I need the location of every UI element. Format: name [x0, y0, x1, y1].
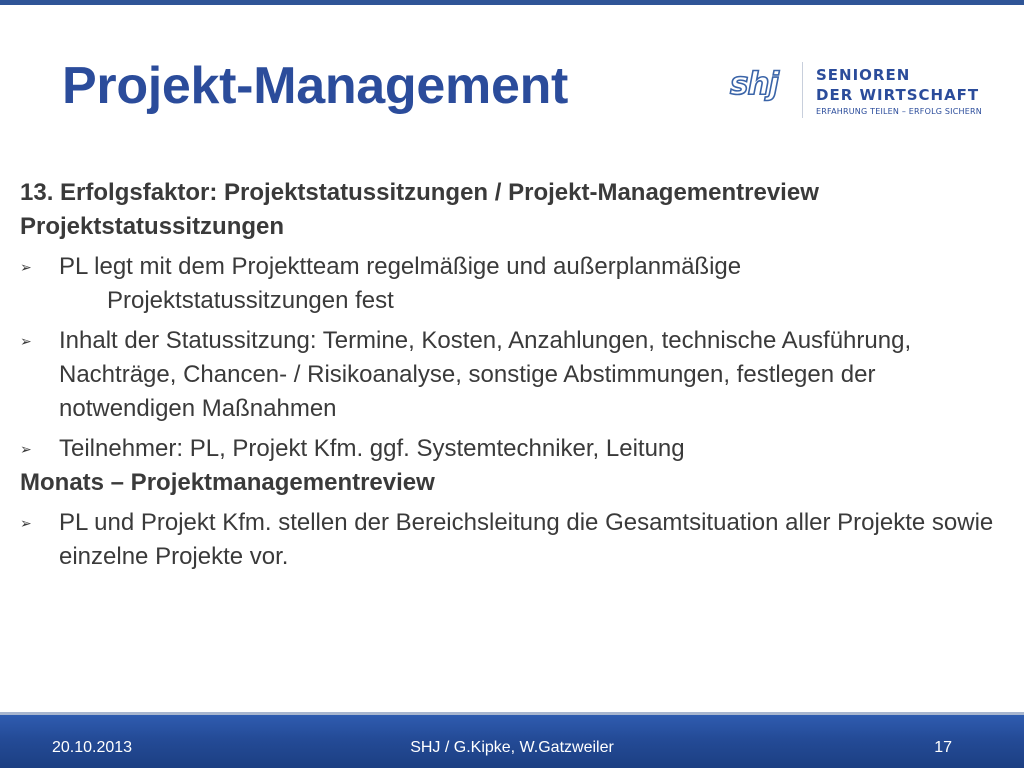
- section-heading-erfolgsfaktor: 13. Erfolgsfaktor: Projektstatussitzungen / Projekt-Managementreview: [20, 179, 819, 206]
- bullet-arrow-icon: ➢: [20, 333, 32, 349]
- bullet-item: [20, 432, 1000, 466]
- top-accent-bar: [0, 0, 1024, 5]
- logo-tagline: ERFAHRUNG TEILEN – ERFOLG SICHERN: [816, 107, 982, 116]
- footer-date: 20.10.2013: [52, 739, 133, 756]
- bullet-item: [20, 250, 1000, 318]
- slide-footer: [0, 712, 1024, 768]
- bullet-text: Teilnehmer: PL, Projekt Kfm. ggf. Systemtechniker, Leitung: [59, 435, 685, 462]
- slide-body: [20, 176, 1000, 574]
- bullet-text-line2: Projektstatussitzungen fest: [107, 287, 394, 314]
- bullet-text-line1: PL legt mit dem Projektteam regelmäßige und außerplanmäßige: [59, 253, 742, 280]
- organization-logo: [730, 62, 980, 122]
- footer-authors: SHJ / G.Kipke, W.Gatzweiler: [410, 739, 614, 756]
- logo-divider: [802, 62, 803, 118]
- bullet-text: PL und Projekt Kfm. stellen der Bereichsleitung die Gesamtsituation aller Projekte sowie einzelne Projekte vor.: [59, 509, 994, 570]
- bullet-item: [20, 324, 1000, 426]
- subheading-managementreview: Monats – Projektmanagementreview: [20, 469, 435, 496]
- bullet-arrow-icon: ➢: [20, 441, 32, 457]
- logo-text-line1: SENIOREN: [816, 66, 911, 84]
- bullet-text: Inhalt der Statussitzung: Termine, Kosten, Anzahlungen, technische Ausführung, Nachträge, Chancen- / Risikoanalyse, sonstige Abstimmungen, festlegen der notwendigen Maßnahmen: [59, 327, 912, 422]
- bullet-item: [20, 506, 1000, 574]
- footer-page-number: 17: [934, 739, 952, 756]
- bullet-arrow-icon: ➢: [20, 259, 32, 275]
- logo-mark: shj: [730, 66, 779, 102]
- subheading-statussitzungen: Projektstatussitzungen: [20, 213, 285, 240]
- bullet-arrow-icon: ➢: [20, 515, 32, 531]
- slide-title: Projekt-Management: [62, 57, 569, 115]
- logo-text-line2: DER WIRTSCHAFT: [816, 86, 980, 104]
